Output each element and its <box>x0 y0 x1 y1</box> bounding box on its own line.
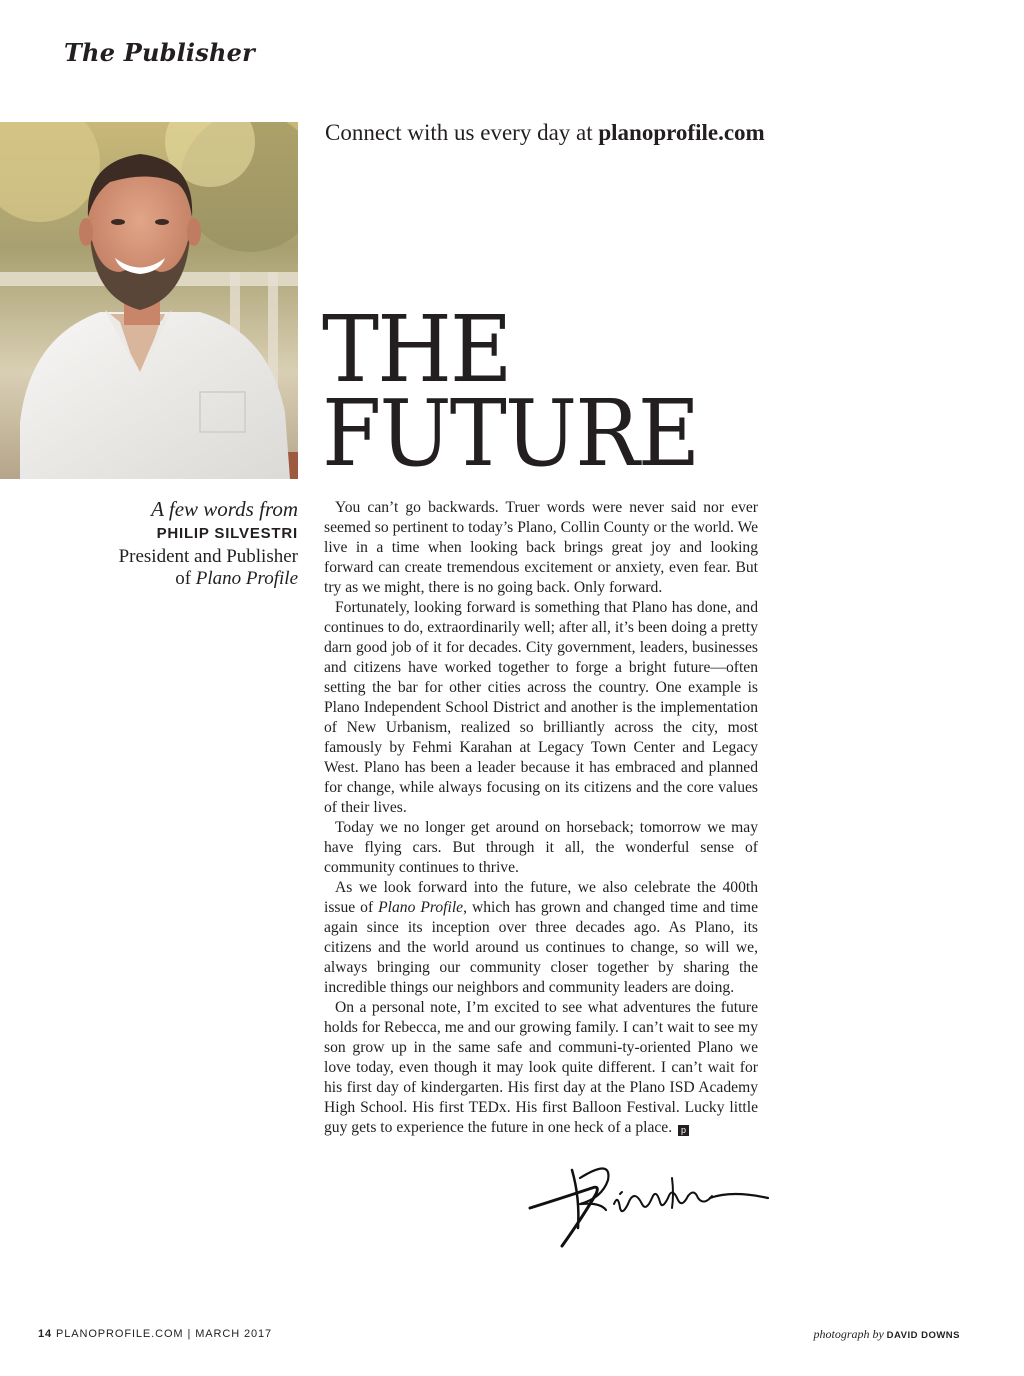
connect-prefix: Connect with us every day at <box>325 120 593 145</box>
footer-site: PLANOPROFILE.COM <box>56 1328 184 1340</box>
signature-icon <box>522 1158 772 1250</box>
article-paragraph-4 <box>324 878 758 998</box>
connect-tagline <box>325 120 765 146</box>
photo-credit <box>814 1327 961 1342</box>
article-paragraph-1: You can’t go backwards. Truer words were never said nor ever seemed so pertinent to today’s Plano, Collin County or the world. We live in a time when looking back brings great joy and looking forward can create tremendous excitement or anxiety, even fear. But try as we might, there is no going back. Only forward. <box>324 499 758 596</box>
connect-site-link[interactable]: planoprofile.com <box>598 120 765 145</box>
headline <box>322 296 699 487</box>
article-paragraph-4-a: As we look forward into the future, we also celebrate the 400th issue of <box>324 878 758 916</box>
page-number: 14 <box>38 1328 53 1340</box>
byline-of: of <box>175 568 192 589</box>
publisher-portrait <box>0 122 298 479</box>
headline-line-2: FUTURE <box>322 380 699 487</box>
page-footer <box>38 1328 272 1340</box>
end-mark-icon: p <box>678 1125 689 1136</box>
byline-role: President and Publisher <box>118 546 298 567</box>
section-label: The Publisher <box>64 38 255 67</box>
article-paragraph-3: Today we no longer get around on horseback; tomorrow we may have flying cars. But through it all, the wonderful sense of community continues to thrive. <box>324 818 758 876</box>
article-paragraph-5 <box>324 998 758 1138</box>
headline-line-1: THE <box>322 296 511 403</box>
byline-name: PHILIP SILVESTRI <box>156 525 298 542</box>
footer-separator: | <box>187 1328 192 1340</box>
article-publication-name: Plano Profile <box>378 898 464 916</box>
photographer-name: DAVID DOWNS <box>886 1330 960 1341</box>
article-paragraph-2: Fortunately, looking forward is something that Plano has done, and continues to do, extraordinarily well; after all, it’s been doing a pretty darn good job of it for decades. City government, leaders, businesses and citizens have worked together to forge a bright future—often setting the bar for other cities across the country. One example is Plano Independent School District and another is the implementation of New Urbanism, realized so brilliantly across the city, most famously by Fehmi Karahan at Legacy Town Center and Legacy West. Plano has been a leader because it has embraced and planned for change, while always focusing on its citizens and the core values of their lives. <box>324 598 758 816</box>
article-paragraph-4-b: , which has grown and changed time and time again since its inception over three decades ago. As Plano, its citizens and the world around us continues to change, so will we, always bringing our community closer together by sharing the incredible things our neighbors and community leaders are doing. <box>324 898 758 996</box>
byline-intro: A few words from <box>151 497 298 521</box>
byline <box>60 498 298 590</box>
article-body <box>324 498 758 1138</box>
article-paragraph-5-text: On a personal note, I’m excited to see what adventures the future holds for Rebecca, me and our growing family. I can’t wait to see my son grow up in the same safe and communi-ty-oriented Plano we love today, even though it may look quite different. I can’t wait for his first day of kindergarten. His first day at the Plano ISD Academy High School. His first TEDx. His first Balloon Festival. Lucky little guy gets to experience the future in one heck of a place. <box>324 998 758 1136</box>
byline-publication <box>60 568 298 590</box>
footer-issue: MARCH 2017 <box>195 1328 273 1340</box>
photo-credit-prefix: photograph by <box>813 1327 884 1341</box>
byline-publication-name: Plano Profile <box>195 568 298 589</box>
